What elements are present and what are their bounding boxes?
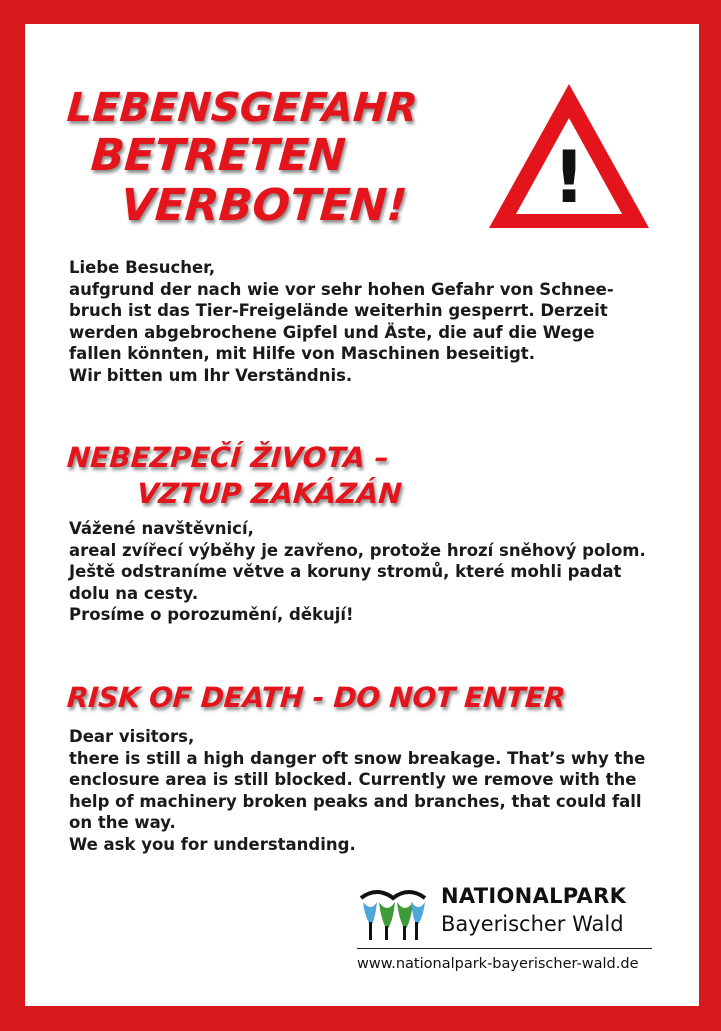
headline-cz-line-1: NEBEZPEČÍ ŽIVOTA – <box>65 441 390 474</box>
logo-subtitle: Bayerischer Wald <box>441 912 624 936</box>
text-line: Liebe Besucher, <box>69 258 216 277</box>
nationalpark-tree-logo-icon <box>357 886 429 942</box>
text-line: werden abgebrochene Gipfel und Äste, die auf die Wege <box>69 322 595 342</box>
text-line: Prosíme o porozumění, děkují! <box>69 605 354 625</box>
notice-sheet <box>25 24 699 1006</box>
text-line: areal zvířecí výběhy je zavřeno, protože hrozí sněhový polom. <box>69 540 646 560</box>
text-line: enclosure area is still blocked. Currently we remove with the <box>69 770 637 790</box>
text-line: fallen könnten, mit Hilfe von Maschinen beseitigt. <box>69 344 535 364</box>
text-line: Wir bitten um Ihr Verständnis. <box>69 365 353 385</box>
text-line: bruch ist das Tier-Freigelände weiterhin gesperrt. Derzeit <box>69 301 608 321</box>
headline-cz-line-2: VZTUP ZAKÁZÁN <box>135 477 404 510</box>
headline-de-line-2: BETRETEN <box>89 130 348 181</box>
text-line: on the way. <box>69 813 176 833</box>
text-line: dolu na cesty. <box>69 583 199 603</box>
paragraph-en <box>69 726 645 856</box>
headline-de-line-1: LEBENSGEFAHR <box>65 85 420 131</box>
text-line: Ještě odstraníme větve a koruny stromů, které mohli padat <box>69 562 622 582</box>
text-line: Dear visitors, <box>69 727 195 746</box>
text-line: We ask you for understanding. <box>69 834 356 854</box>
logo-divider <box>357 948 652 949</box>
text-line: Vážené navštěvnicí, <box>69 519 254 538</box>
text-line: aufgrund der nach wie vor sehr hohen Gefahr von Schnee- <box>69 279 614 299</box>
website-url: www.nationalpark-bayerischer-wald.de <box>357 956 639 972</box>
headline-de-line-3: VERBOTEN! <box>119 180 409 231</box>
paragraph-de <box>69 257 614 387</box>
nationalpark-logo <box>357 880 657 944</box>
logo-title: NATIONALPARK <box>441 884 627 908</box>
paragraph-cz <box>69 518 646 626</box>
text-line: help of machinery broken peaks and branches, that could fall <box>69 791 642 811</box>
warning-symbol: ! <box>552 135 586 219</box>
warning-triangle-icon <box>485 78 653 234</box>
headline-en: RISK OF DEATH - DO NOT ENTER <box>65 681 567 714</box>
text-line: there is still a high danger oft snow breakage. That’s why the <box>69 748 646 768</box>
